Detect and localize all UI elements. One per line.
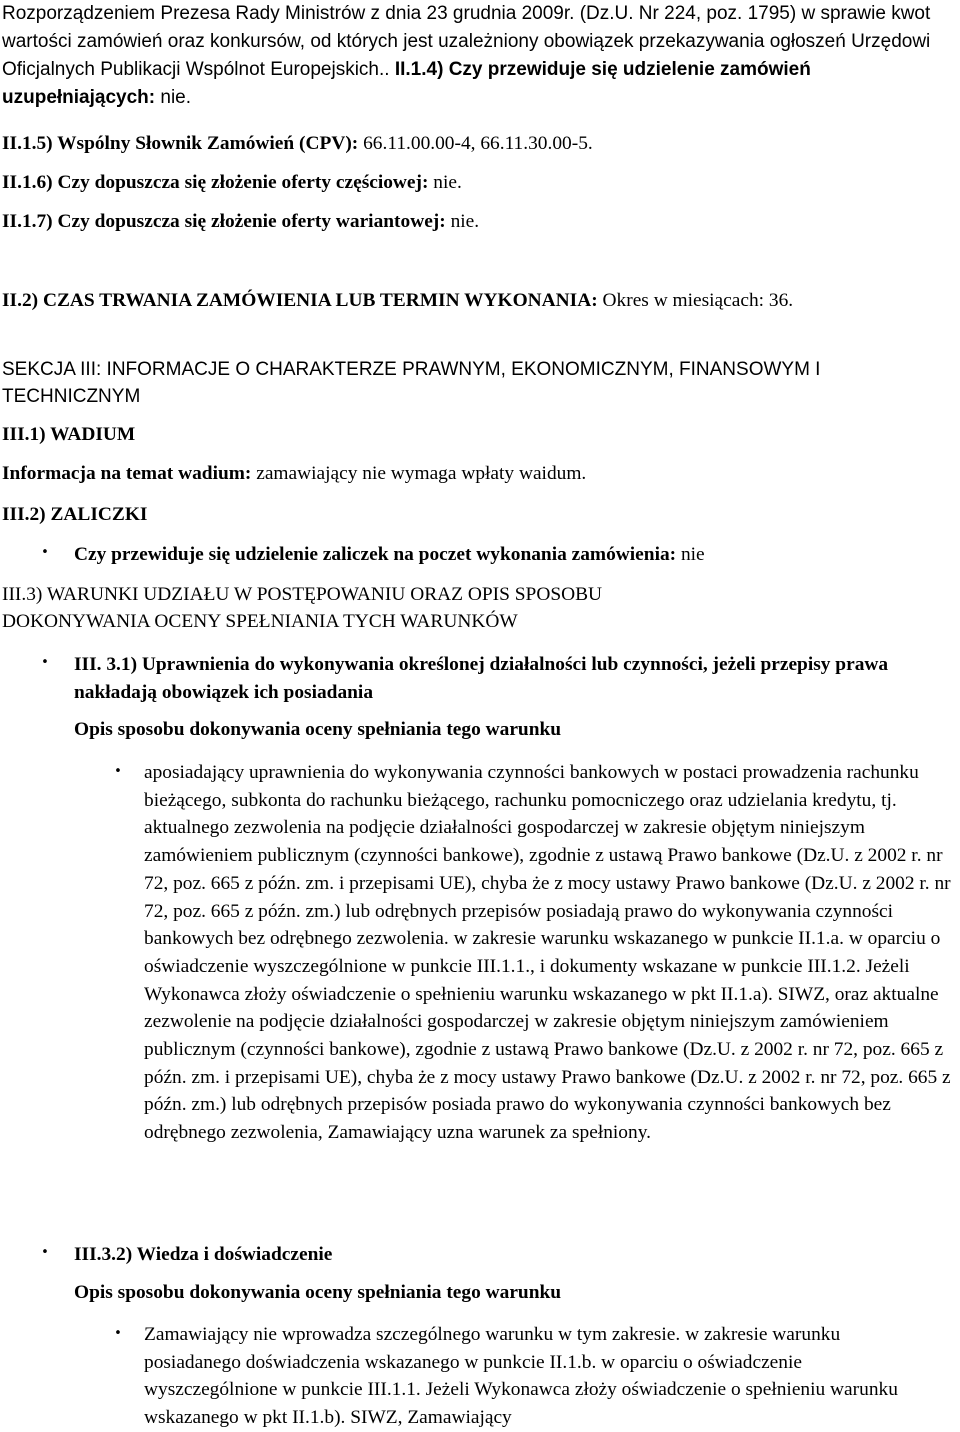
condition-2-title: III.3.2) Wiedza i doświadczenie xyxy=(74,1244,333,1265)
assessment-label-1: Opis sposobu dokonywania oceny spełniania tego warunku xyxy=(74,719,562,740)
warunki-heading-line2: DOKONYWANIA OCENY SPEŁNIANIA TYCH WARUNKÓW xyxy=(2,611,518,632)
q5-label: II.1.5) Wspólny Słownik Zamówień (CPV): xyxy=(2,133,359,154)
wadium-value: zamawiający nie wymaga wpłaty waidum. xyxy=(251,463,587,484)
wadium-label: Informacja na temat wadium: xyxy=(2,463,252,484)
item-variant-offer xyxy=(2,209,479,235)
zaliczki-heading: III.2) ZALICZKI xyxy=(2,504,148,525)
warunki-heading xyxy=(2,581,602,635)
bullet-icon: • xyxy=(41,545,49,560)
item-partial-offer xyxy=(2,170,462,196)
condition-1-text: aposiadający uprawnienia do wykonywania czynności bankowych w postaci prowadzenia rachunku bieżącego, subkonta do rachunku bieżącego, rachunku pomocniczego oraz udzielania kredytu, tj. aktualnego zezwolenia na podjęcie działalności gospodarczej w zakresie objętym niniejszym zamówieniem publicznym (czynności bankowe), zgodnie z ustawą Prawo bankowe (Dz.U. z 2002 r. nr 72, poz. 665 z późn. zm. i przepisami UE), chyba że z mocy ustawy Prawo bankowe (Dz.U. z 2002 r. nr 72, poz. 665 z późn. zm.) lub odrębnych przepisów posiadają prawo do wykonywania czynności bankowych bez odrębnego zezwolenia. w zakresie warunku wskazanego w punkcie II.1.a. w oparciu o oświadczenie wyszczególnione w punkcie III.1.1., i dokumenty wskazane w punkcie III.1.2. Jeżeli Wykonawca złoży oświadczenie o spełnieniu warunku wskazanego w pkt II.1.a). SIWZ, oraz aktualne zezwolenie na podjęcie działalności gospodarczej w zakresie objętym niniejszym zamówieniem publicznym (czynności bankowe), zgodnie z ustawą Prawo bankowe (Dz.U. z 2002 r. nr 72, poz. 665 z późn. zm. i przepisami UE), chyba że z mocy ustawy Prawo bankowe (Dz.U. z 2002 r. nr 72, poz. 665 z późn. zm.) lub odrębnych przepisów posiada prawo do wykonywania czynności bankowych bez odrębnego zezwolenia, Zamawiający uzna warunek za spełniony. xyxy=(144,762,951,1144)
q6-label: II.1.6) Czy dopuszcza się złożenie oferty częściowej: xyxy=(2,172,429,193)
section3-heading: SEKCJA III: INFORMACJE O CHARAKTERZE PRAWNYM, EKONOMICZNYM, FINANSOWYM I TECHNICZNYM xyxy=(2,359,821,407)
assessment-label-2: Opis sposobu dokonywania oceny spełniania tego warunku xyxy=(74,1282,562,1303)
bullet-icon: • xyxy=(114,764,122,779)
warunki-heading-line1: III.3) WARUNKI UDZIAŁU W POSTĘPOWANIU ORAZ OPIS SPOSOBU xyxy=(2,584,603,605)
bullet-icon: • xyxy=(114,1326,122,1341)
wadium-heading: III.1) WADIUM xyxy=(2,424,136,445)
duration-value: Okres w miesiącach: 36. xyxy=(597,290,794,311)
item-cpv xyxy=(2,131,593,157)
q5-value: 66.11.00.00-4, 66.11.30.00-5. xyxy=(358,133,593,154)
bullet-icon: • xyxy=(41,1245,49,1260)
condition-2-text: Zamawiający nie wprowadza szczególnego warunku w tym zakresie. w zakresie warunku posiadanego doświadczenia wskazanego w punkcie II.1.b. w oparciu o oświadczenie wyszczególnione w punkcie III.1.1. Jeżeli Wykonawca złoży oświadczenie o spełnieniu warunku wskazanego w pkt II.1.b). SIWZ, Zamawiający xyxy=(144,1324,898,1429)
q7-value: nie. xyxy=(445,211,480,232)
zaliczki-question xyxy=(74,542,705,568)
bullet-icon: • xyxy=(41,655,49,670)
q4-label: II.1.4) Czy przewiduje się udzielenie zamówień uzupełniających: xyxy=(2,59,811,108)
duration-label: II.2) CZAS TRWANIA ZAMÓWIENIA LUB TERMIN WYKONANIA: xyxy=(2,290,598,311)
condition-1-title: III. 3.1) Uprawnienia do wykonywania określonej działalności lub czynności, jeżeli przepisy prawa nakładają obowiązek ich posiadania xyxy=(74,654,889,703)
zaliczki-value: nie xyxy=(676,544,705,565)
wadium-info xyxy=(2,461,586,487)
zaliczki-label: Czy przewiduje się udzielenie zaliczek na poczet wykonania zamówienia: xyxy=(74,544,677,565)
q6-value: nie. xyxy=(428,172,462,193)
intro-text: Rozporządzeniem Prezesa Rady Ministrów z dnia 23 grudnia 2009r. (Dz.U. Nr 224, poz. 1795) w sprawie kwot wartości zamówień oraz konkursów, od których jest uzależniony obowiązek przekazywania ogłoszeń Urzędowi Oficjalnych Publikacji Wspólnot Europejskich.. xyxy=(2,3,931,80)
q4-value: nie. xyxy=(155,87,192,108)
intro-paragraph xyxy=(2,0,952,112)
duration-paragraph xyxy=(2,287,952,315)
q7-label: II.1.7) Czy dopuszcza się złożenie oferty wariantowej: xyxy=(2,211,446,232)
